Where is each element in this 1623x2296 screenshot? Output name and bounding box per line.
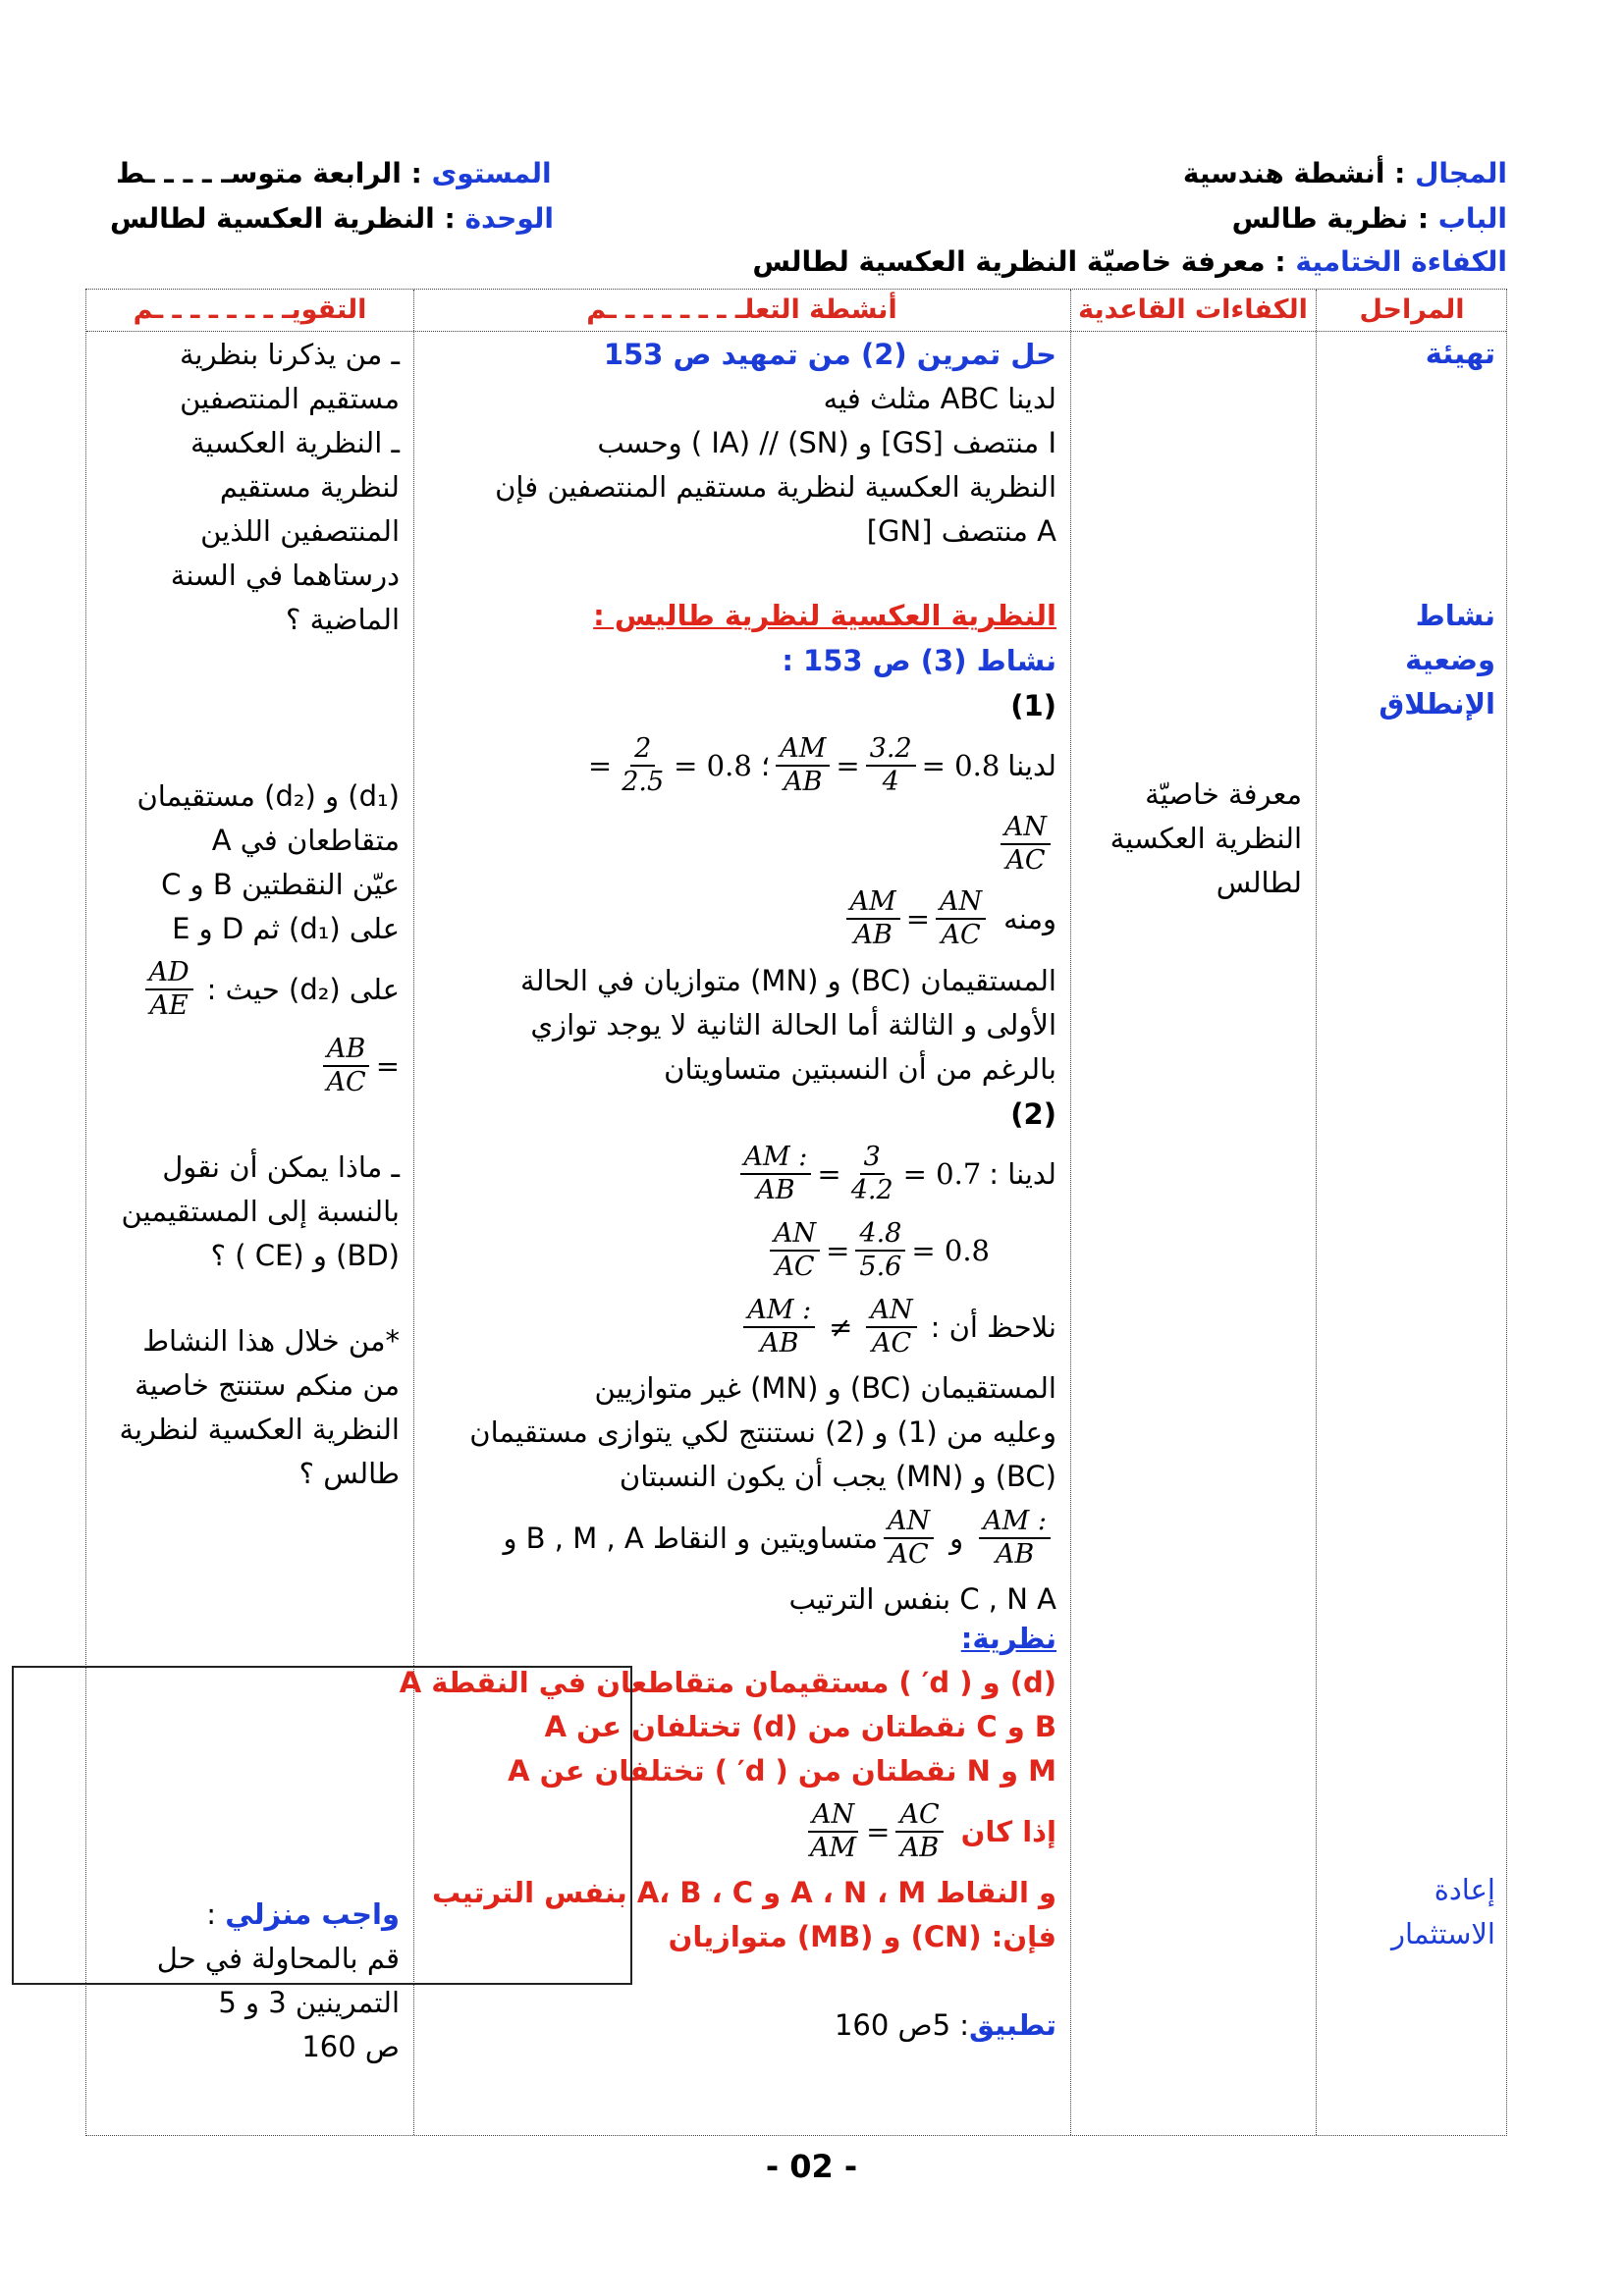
eval-q4: *من خلال هذا النشاط [142,1324,400,1358]
competence-label: الكفاءة الختامية [1295,245,1507,278]
activity-line: (BC) و (MN) يجب أن يكون النسبتان [619,1460,1056,1493]
stage-launch-2: وضعية [1405,643,1495,676]
not-equal: ≠ [829,1310,853,1344]
header-divider [86,331,1506,332]
chapter-label: الباب [1437,202,1507,235]
eval-q3: (BD) و (CE ) ؟ [210,1239,400,1272]
part-1-ratio-an-ac [995,807,1056,881]
eval-q4: النظرية العكسية لنظرية [119,1413,400,1446]
domain-value: أنشطة هندسية [1182,157,1385,189]
fraction: $\frac{AM}{AB}$ [776,733,830,798]
part-1-label: (1) [1010,689,1056,722]
exercise-line: A منتصف [GN] [866,514,1056,548]
chapter-line: الباب : نظرية طالس [1231,202,1507,235]
chapter-value: نظرية طالس [1231,202,1409,235]
theorem-condition: $\frac{AN}{AM}$ = $\frac{AC}{AB}$ إذا كان [800,1794,1056,1869]
eval-q2: عيّن النقطتين B و C [161,868,400,901]
eval-q2-ratio: $\frac{AB}{AC}$ = [317,1029,400,1103]
eval-q1: المنتصفين اللذين [200,514,400,548]
eval-q3: ـ ماذا يمكن أن نقول [162,1150,400,1184]
fraction: $\frac{AM}{AB}$ [846,886,900,951]
activity-line: وعليه من (1) و (2) نستنتج لكي يتوازى مستقيمان [469,1415,1056,1449]
eval-q1: لنظرية مستقيم [219,470,400,504]
competence-line: الكفاءة الختامية : معرفة خاصيّة النظرية العكسية لطالس [752,245,1507,278]
activity-line: C , N A بنفس الترتيب [788,1582,1056,1616]
eval-q2: متقاطعان في A [211,824,400,857]
header-stages: المراحل [1359,294,1465,325]
homework-line: ص 160 [301,2030,400,2063]
activity-title: نشاط (3) ص 153 : [782,644,1056,677]
homework-line: التمرينين 3 و 5 [218,1986,400,2019]
level-line: المستوى : الرابعة متوسـ ـ ـ ـ ـط [116,157,552,189]
activity-line: المستقيمان (BC) و (MN) متوازيان في الحالة [520,964,1056,997]
competency-line-3: لطالس [1216,866,1302,899]
eval-q2: على (d₁) ثم D و E [172,912,400,945]
unit-label: الوحدة [464,202,554,235]
col-divider [1070,290,1071,2135]
homework-title-line: واجب منزلي : [206,1897,400,1931]
fraction: $\frac{AN}{AC}$ [770,1218,820,1283]
header-activities: أنشطة التعلـ ـ ـ ـ ـ ـ ـ ـم [586,294,897,325]
fraction: $\frac{AN}{AC}$ [884,1506,934,1571]
exercise-line: I منتصف [GS] و (SN) // (IA ) وحسب [597,426,1056,459]
competency-line-2: النظرية العكسية [1109,822,1302,855]
part-2-ratio-an: $\frac{AN}{AC}$ = $\frac{4.8}{5.6}$ = 0.8 [764,1213,990,1288]
theorem-line: (d) و ( d′ ) مستقيمان متقاطعان في النقطة A [399,1666,1056,1699]
application-line: تطبيق: 5ص 160 [834,2008,1056,2042]
fraction: $\frac{AM :}{AB}$ [740,1142,812,1206]
fraction: $\frac{2}{2.5}$ [622,733,665,797]
homework-line: قم بالمحاولة في حل [156,1942,400,1975]
exercise-line: لدينا ABC مثلث فيه [823,382,1056,415]
eval-q4: من منكم ستنتج خاصية [135,1368,400,1402]
domain-line: المجال : أنشطة هندسية [1182,157,1507,189]
part-2-label: (2) [1010,1097,1056,1131]
part-2-ratio-am: $\frac{AM :}{AB}$ = $\frac{3}{4.2}$ = 0.7 لدينا : [734,1137,1056,1211]
homework-title: واجب منزلي [225,1897,400,1931]
section-title: النظرية العكسية لنظرية طاليس : [593,599,1056,632]
eval-q3: بالنسبة إلى المستقيمين [121,1195,400,1228]
activity-line: الأولى و الثالثة أما الحالة الثانية لا يوجد توازي [530,1008,1056,1041]
theorem-line: فإن: (CN) و (MB) متوازيان [668,1920,1056,1953]
fraction: $\frac{AN}{AC}$ [1001,812,1051,877]
level-value: الرابعة متوسـ ـ ـ ـ ـط [116,157,402,189]
competence-value: معرفة خاصيّة النظرية العكسية لطالس [752,245,1266,278]
part-1-equality: $\frac{AM}{AB}$ = $\frac{AN}{AC}$ ومنه [840,881,1056,956]
fraction: $\frac{AN}{AC}$ [866,1295,916,1360]
eval-q1: مستقيم المنتصفين [180,382,400,415]
header-evaluation: التقويـ ـ ـ ـ ـ ـ ـ ـم [133,294,367,325]
stage-reinvest-2: الاستثمار [1390,1917,1495,1950]
page-number: - 02 - [765,2148,858,2185]
fraction: $\frac{AN}{AC}$ [936,886,986,951]
fraction: $\frac{AN}{AM}$ [809,1799,857,1863]
equals: = [836,749,860,782]
part-1-ratios: = $\frac{2}{2.5}$ = 0.8 ؛ $\frac{AM}{AB}$ = $\frac{3.2}{4}$ = 0.8 لدينا [587,733,1056,797]
equals: = [587,749,613,782]
fraction: $\frac{3.2}{4}$ [866,733,916,798]
competency-line-1: معرفة خاصيّة [1145,777,1302,811]
stage-launch-3: الإنطلاق [1379,687,1495,721]
activity-line: المستقيمان (BC) و (MN) غير متوازيين [594,1371,1056,1405]
unit-value: النظرية العكسية لطالس [110,202,435,235]
theorem-line: B و C نقطتان من (d) تختلفان عن A [544,1710,1056,1743]
level-label: المستوى [431,157,552,189]
eval-q1: ـ النظرية العكسية [189,426,400,459]
fraction: $\frac{AM :}{AB}$ [979,1506,1051,1571]
fraction: $\frac{AD}{AE}$ [145,957,193,1022]
fraction: $\frac{AM :}{AB}$ [743,1295,815,1360]
fraction: $\frac{AB}{AC}$ [323,1034,370,1098]
fraction: $\frac{AC}{AB}$ [895,1799,943,1864]
theorem-title: نظرية: [960,1622,1056,1655]
eval-q1: الماضية ؟ [285,603,400,636]
theorem-line: و النقاط A ، N ، M و A، B ، C بنفس الترتيب [431,1876,1056,1909]
part-2-conclusion: متساويتين و النقاط B , M , A و $\frac{AN}{AC}$ و $\frac{AM :}{AB}$ [503,1501,1056,1575]
activity-line: بالرغم من أن النسبتين متساويتان [664,1052,1056,1086]
stage-launch-1: نشاط [1415,599,1495,632]
col-divider [1316,290,1317,2135]
fraction: $\frac{4.8}{5.6}$ [855,1218,905,1283]
header-competencies: الكفاءات القاعدية [1078,294,1308,325]
eval-q1: درستاهما في السنة [170,559,400,592]
domain-label: المجال [1415,157,1507,189]
eval-q1: ـ من يذكرنا بنظرية [180,338,400,371]
rectangle-mark [12,1666,632,1985]
application-label: تطبيق [969,2008,1056,2042]
fraction: $\frac{3}{4.2}$ [850,1142,893,1205]
exercise-line: النظرية العكسية لنظرية مستقيم المنتصفين فإن [495,470,1056,504]
stage-reinvest-1: إعادة [1434,1873,1495,1906]
part-2-inequality: $\frac{AM :}{AB}$ ≠ $\frac{AN}{AC}$ نلاحظ أن : [737,1290,1056,1364]
theorem-line: M و N نقطتان من ( d′ ) تختلفان عن A [508,1754,1056,1788]
unit-line: الوحدة : النظرية العكسية لطالس [110,202,554,235]
eval-q2: (d₁) و (d₂) مستقيمان [136,779,400,813]
stage-warmup: تهيئة [1425,337,1495,370]
eval-q4: طالس ؟ [298,1457,400,1490]
exercise-title: حل تمرين (2) من تمهيد ص 153 [603,338,1056,371]
eval-q2-ratio: $\frac{AD}{AE}$ على (d₂) حيث : [139,952,401,1027]
